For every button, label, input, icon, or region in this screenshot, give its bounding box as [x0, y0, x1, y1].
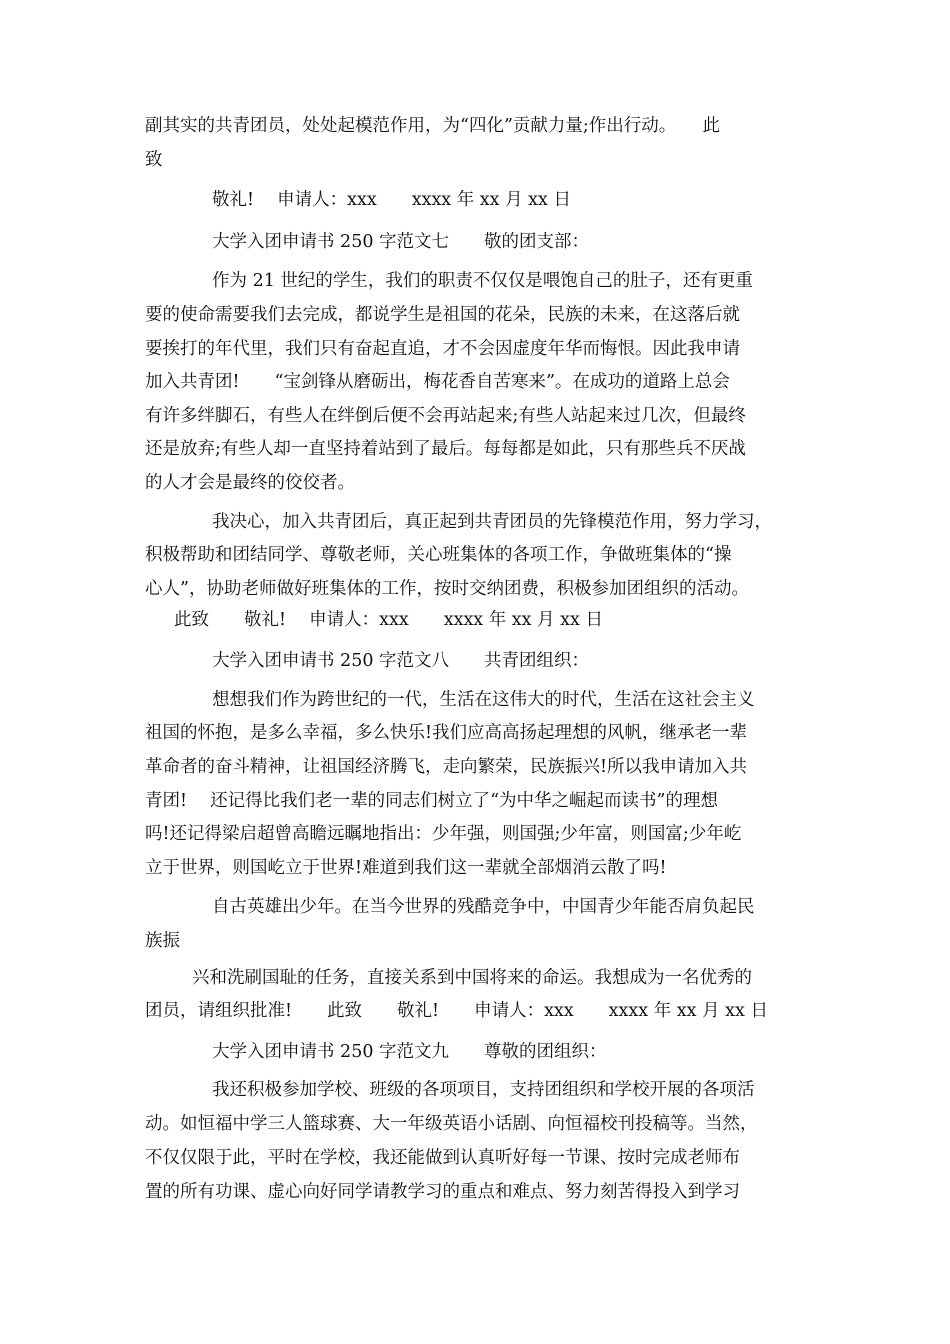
text-line: 积极帮助和团结同学、尊敬老师，关心班集体的各项工作，争做班集体的“操	[145, 545, 732, 565]
text-line: 动。如恒福中学三人篮球赛、大一年级英语小话剧、向恒福校刊投稿等。当然，	[145, 1114, 758, 1134]
section-heading: 大学入团申请书 250 字范文八 共青团组织：	[212, 651, 590, 671]
text-line: 我还积极参加学校、班级的各项项目，支持团组织和学校开展的各项活	[212, 1080, 755, 1100]
text-line: 族振	[145, 931, 180, 951]
text-line: 自古英雄出少年。在当今世界的残酷竞争中，中国青少年能否肩负起民	[212, 897, 755, 917]
text-line: 不仅仅限于此，平时在学校，我还能做到认真听好每一节课、按时完成老师布	[145, 1148, 740, 1168]
text-line: 的人才会是最终的佼佼者。	[145, 473, 355, 493]
text-line: 要的使命需要我们去完成，都说学生是祖国的花朵，民族的未来，在这落后就	[145, 305, 740, 325]
text-line: 有许多绊脚石，有些人在绊倒后便不会再站起来;有些人站起来过几次，但最终	[145, 406, 746, 426]
text-line: 革命者的奋斗精神，让祖国经济腾飞，走向繁荣，民族振兴!所以我申请加入共	[145, 757, 748, 777]
text-line: 想想我们作为跨世纪的一代，生活在这伟大的时代，生活在这社会主义	[212, 690, 755, 710]
signature-line: 团员，请组织批准! 此致 敬礼! 申请人：xxx xxxx 年 xx 月 xx 日	[145, 1001, 768, 1021]
section-heading: 大学入团申请书 250 字范文七 敬的团支部：	[212, 232, 590, 252]
section-heading: 大学入团申请书 250 字范文九 尊敬的团组织：	[212, 1042, 607, 1062]
text-line: 副其实的共青团员，处处起模范作用，为“四化”贡献力量;作出行动。 此	[145, 116, 721, 136]
text-line: 心人”，协助老师做好班集体的工作，按时交纳团费，积极参加团组织的活动。	[145, 579, 749, 599]
text-line: 祖国的怀抱，是多么幸福，多么快乐!我们应高高扬起理想的风帆，继承老一辈	[145, 723, 748, 743]
text-line: 加入共青团! “宝剑锋从磨砺出，梅花香自苦寒来”。在成功的道路上总会	[145, 372, 730, 392]
text-line: 青团! 还记得比我们老一辈的同志们树立了“为中华之崛起而读书”的理想	[145, 791, 718, 811]
text-line: 置的所有功课、虚心向好同学请教学习的重点和难点、努力刻苦得投入到学习	[145, 1182, 740, 1202]
text-line: 致	[145, 150, 163, 170]
text-line: 兴和洗刷国耻的任务，直接关系到中国将来的命运。我想成为一名优秀的	[192, 968, 752, 988]
text-line: 立于世界，则国屹立于世界!难道到我们这一辈就全部烟消云散了吗!	[145, 858, 667, 878]
text-line: 作为 21 世纪的学生，我们的职责不仅仅是喂饱自己的肚子，还有更重	[212, 271, 753, 291]
text-line: 还是放弃;有些人却一直坚持着站到了最后。每每都是如此，只有那些兵不厌战	[145, 439, 746, 459]
text-line: 要挨打的年代里，我们只有奋起直追，才不会因虚度年华而悔恨。因此我申请	[145, 339, 740, 359]
text-line: 吗!还记得梁启超曾高瞻远瞩地指出：少年强，则国强;少年富，则国富;少年屹	[145, 824, 742, 844]
signature-line: 敬礼! 申请人：xxx xxxx 年 xx 月 xx 日	[212, 190, 571, 210]
signature-line: 此致 敬礼! 申请人：xxx xxxx 年 xx 月 xx 日	[174, 610, 603, 630]
text-line: 我决心，加入共青团后，真正起到共青团员的先锋模范作用，努力学习，	[212, 512, 772, 532]
